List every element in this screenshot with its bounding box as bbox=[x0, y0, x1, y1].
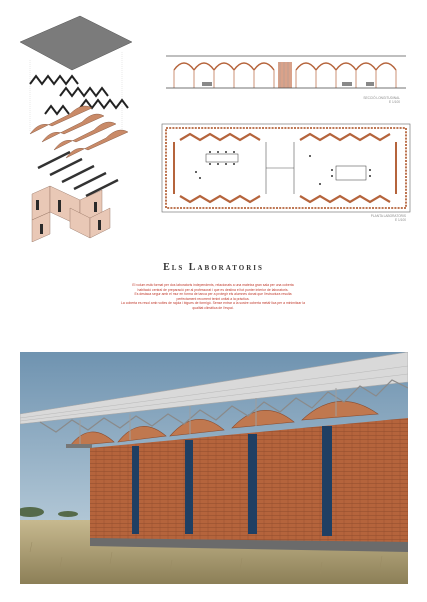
body-line: Es destaca segur amb el mur en forma de tanca per a protegir els alumnes donat que l'estructura resulta bbox=[134, 292, 292, 297]
body-line: La coberta es resol amb voltes de rajola i bigues de formigó. Sense entrar a la sostre coberta metàl·lica per a minimitzar la bbox=[121, 301, 305, 306]
body-line: qualitat climàtica de l'espai. bbox=[192, 305, 234, 310]
body-line: habitació central de preparació per al professorat i que es destina el tot punter interior de laboratoris. bbox=[137, 287, 289, 292]
section-caption bbox=[330, 96, 400, 104]
plan-caption bbox=[330, 214, 406, 222]
laboratory-plan bbox=[160, 122, 412, 214]
body-line: El volum està format per dos laboratoris independents, relacionats a una mateixa gran sala per una coberta bbox=[132, 283, 294, 287]
building-render bbox=[20, 352, 408, 584]
page-title: Els Laboratoris bbox=[163, 262, 264, 273]
plan-label: PLANTA LABORATORIS bbox=[370, 214, 406, 218]
body-text bbox=[118, 283, 308, 311]
section-label: SECCIÓ LONGITUDINAL bbox=[363, 96, 400, 100]
plan-scale: E 1/100 bbox=[395, 218, 406, 222]
longitudinal-section bbox=[166, 48, 406, 96]
body-line: perfectament recorrent tenint unitat a la pràctica. bbox=[176, 296, 250, 301]
section-scale: E 1/100 bbox=[389, 100, 400, 104]
exploded-axonometric bbox=[10, 12, 142, 242]
